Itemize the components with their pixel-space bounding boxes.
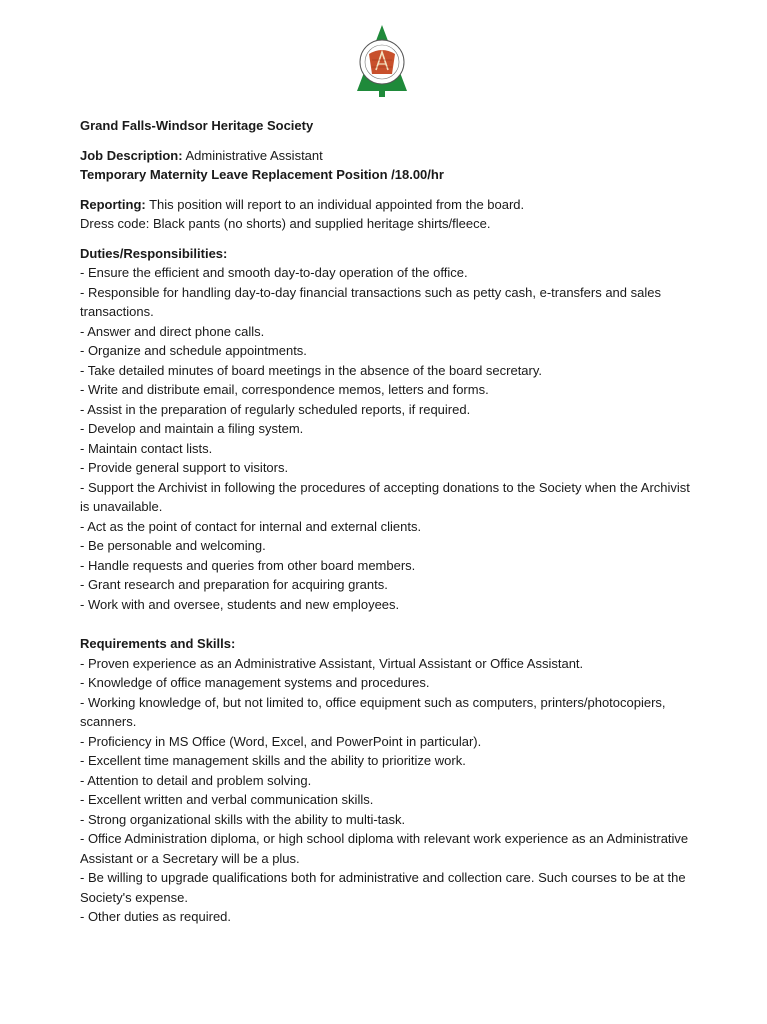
job-description-label: Job Description:	[80, 147, 183, 163]
duty-item: - Work with and oversee, students and new employees.	[80, 596, 400, 612]
organization-name: Grand Falls-Windsor Heritage Society	[80, 118, 314, 133]
duty-item: - Act as the point of contact for internal and external clients.	[80, 518, 422, 534]
requirement-item: - Strong organizational skills with the ability to multi-task.	[80, 811, 406, 827]
reporting-value: This position will report to an individual appointed from the board.	[145, 196, 525, 212]
reporting-label: Reporting:	[80, 196, 146, 212]
duty-item: - Develop and maintain a filing system.	[80, 421, 304, 436]
duty-item: - Organize and schedule appointments.	[80, 343, 307, 358]
duty-item: - Answer and direct phone calls.	[80, 323, 265, 339]
requirement-item: - Office Administration diploma, or high school diploma with relevant work experience as an Administrative Assistant or a Secretary will be a plus.	[80, 831, 689, 866]
duty-item: - Take detailed minutes of board meetings in the absence of the board secretary.	[80, 362, 543, 378]
reporting-line	[80, 195, 700, 215]
duty-item: - Provide general support to visitors.	[80, 460, 289, 475]
dress-code: Dress code: Black pants (no shorts) and supplied heritage shirts/fleece.	[80, 216, 491, 231]
duty-item: - Grant research and preparation for acquiring grants.	[80, 577, 388, 592]
duty-item: - Be personable and welcoming.	[80, 538, 266, 553]
job-description-value: Administrative Assistant	[182, 147, 323, 163]
requirement-item: - Knowledge of office management systems and procedures.	[80, 675, 430, 690]
requirement-item: - Proven experience as an Administrative Assistant, Virtual Assistant or Office Assistant.	[80, 655, 584, 671]
duty-item: - Assist in the preparation of regularly scheduled reports, if required.	[80, 401, 471, 417]
requirement-item: - Other duties as required.	[80, 909, 232, 924]
duty-item: - Handle requests and queries from other board members.	[80, 557, 416, 573]
heritage-society-logo	[356, 24, 408, 98]
requirements-heading: Requirements and Skills:	[80, 636, 236, 651]
duty-item: - Support the Archivist in following the procedures of accepting donations to the Society when the Archivist is unavailable.	[80, 479, 690, 514]
duty-item: - Maintain contact lists.	[80, 440, 213, 456]
duties-list	[80, 263, 700, 614]
duty-item: - Ensure the efficient and smooth day-to-day operation of the office.	[80, 265, 468, 280]
requirements-list	[80, 654, 700, 927]
logo-graphic	[356, 24, 408, 98]
duty-item: - Write and distribute email, correspondence memos, letters and forms.	[80, 382, 489, 397]
requirement-item: - Excellent time management skills and the ability to prioritize work.	[80, 753, 466, 768]
requirement-item: - Be willing to upgrade qualifications both for administrative and collection care. Such courses to be at the Society's expense.	[80, 870, 686, 905]
job-posting	[80, 116, 700, 927]
requirement-item: - Attention to detail and problem solving.	[80, 772, 312, 788]
duties-heading: Duties/Responsibilities:	[80, 245, 228, 261]
requirement-item: - Excellent written and verbal communication skills.	[80, 792, 374, 807]
requirement-item: - Working knowledge of, but not limited to, office equipment such as computers, printers/photocopiers, scanners.	[80, 694, 666, 729]
position-line: Temporary Maternity Leave Replacement Position /18.00/hr	[80, 167, 444, 182]
job-description-line	[80, 146, 700, 166]
duty-item: - Responsible for handling day-to-day financial transactions such as petty cash, e-transfers and sales transactions.	[80, 284, 661, 319]
requirement-item: - Proficiency in MS Office (Word, Excel, and PowerPoint in particular).	[80, 733, 482, 749]
